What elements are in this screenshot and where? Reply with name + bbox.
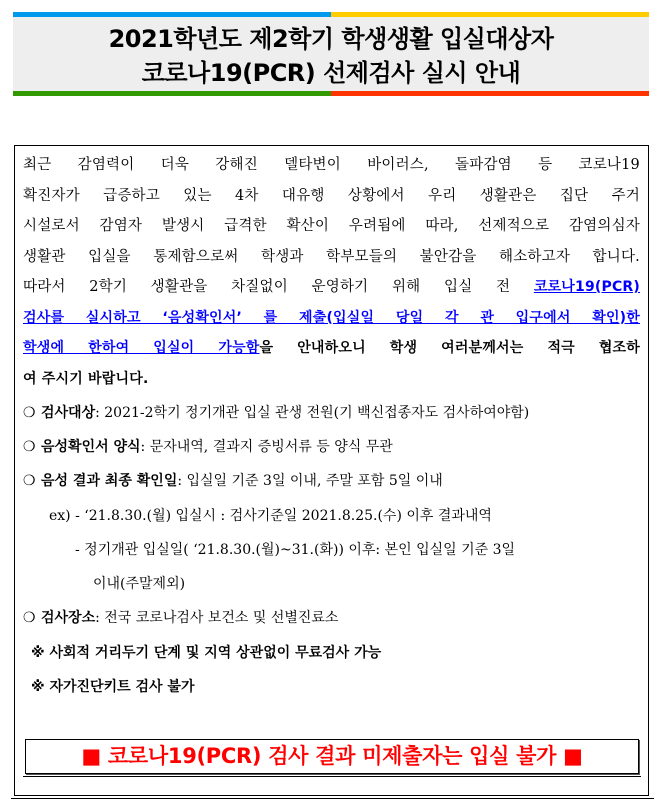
item-text: : 문자내역, 결과지 증빙서류 등 양식 무관	[140, 439, 393, 455]
item-label: 검사장소	[41, 610, 96, 626]
list-item-form	[23, 436, 393, 458]
item-label: 음성 결과 최종 확인일	[41, 473, 178, 489]
document-header	[13, 12, 649, 96]
intro-line: 생활관 입실을 통제함으로써 학생과 학부모들의 불안감을 해소하고자 합니다.	[23, 248, 640, 265]
note-self-kit: ※ 자가진단키트 검사 불가	[31, 679, 195, 695]
header-top-right-bar	[331, 12, 649, 17]
circle-bullet-icon: ❍	[23, 473, 36, 489]
header-bottom-right-bar	[331, 91, 649, 96]
example-line-2: - 정기개관 입실일( ‘21.8.30.(월)~31.(화)) 이후: 본인 입실일 기준 3일	[75, 542, 516, 558]
item-text: : 전국 코로나검사 보건소 및 선별진료소	[95, 610, 339, 626]
item-text: : 2021-2학기 정기개관 입실 관생 전원(기 백신접종자도 검사하여야함)	[95, 405, 530, 421]
item-label: 검사대상	[41, 405, 96, 421]
header-bottom-left-bar	[13, 91, 331, 96]
pcr-requirement-text: 검사를 실시하고 ‘음성확인서’ 를 제출(입실일 당일 각 관 입구에서 확인)한	[23, 309, 640, 326]
pcr-link-start: 코로나19(PCR)	[533, 279, 640, 295]
warning-banner: ■ 코로나19(PCR) 검사 결과 미제출자는 입실 불가 ■	[25, 739, 639, 774]
example-line-1: ex) - ‘21.8.30.(월) 입실시 : 검사기준일 2021.8.25.(수) 이후 결과내역	[49, 508, 492, 524]
example-line-3: 이내(주말제외)	[93, 576, 186, 592]
divider	[23, 776, 641, 777]
circle-bullet-icon: ❍	[23, 405, 36, 421]
circle-bullet-icon: ❍	[23, 610, 36, 626]
list-item-location	[23, 607, 338, 629]
list-item-target	[23, 402, 529, 424]
closing-text: 여 주시기 바랍니다.	[23, 370, 149, 387]
note-free-test: ※ 사회적 거리두기 단계 및 지역 상관없이 무료검사 가능	[31, 645, 382, 661]
cooperation-request-text: 을 안내하오니 학생 여러분께서는 적극 협조하	[259, 340, 641, 356]
intro-paragraph	[23, 150, 640, 394]
admission-possible-text: 학생에 한하여 입실이 가능함	[23, 340, 260, 356]
intro-line: 최근 감염력이 더욱 강해진 델타변이 바이러스, 돌파감염 등 코로나19	[23, 157, 640, 173]
divider	[11, 798, 654, 799]
header-top-left-bar	[13, 12, 331, 17]
intro-line: 확진자가 급증하고 있는 4차 대유행 상황에서 우리 생활관은 집단 주거	[23, 187, 640, 204]
item-label: 음성확인서 양식	[41, 439, 141, 455]
intro-line-with-link	[23, 272, 640, 303]
intro-line: 시설로서 감염자 발생시 급격한 확산이 우려됨에 따라, 선제적으로 감염의심자	[23, 218, 640, 234]
title-line-2: 코로나19(PCR) 선제검사 실시 안내	[141, 59, 521, 87]
intro-line-link-bold	[23, 333, 640, 364]
item-text: : 입실일 기준 3일 이내, 주말 포함 5일 이내	[177, 473, 443, 489]
intro-line-link	[23, 303, 640, 334]
notice-box	[14, 145, 649, 796]
circle-bullet-icon: ❍	[23, 439, 36, 455]
title-line-1: 2021학년도 제2학기 학생생활 입실대상자	[108, 25, 554, 53]
intro-text: 따라서 2학기 생활관을 차질없이 운영하기 위해 입실 전	[23, 279, 534, 295]
list-item-confirm-date	[23, 470, 443, 492]
